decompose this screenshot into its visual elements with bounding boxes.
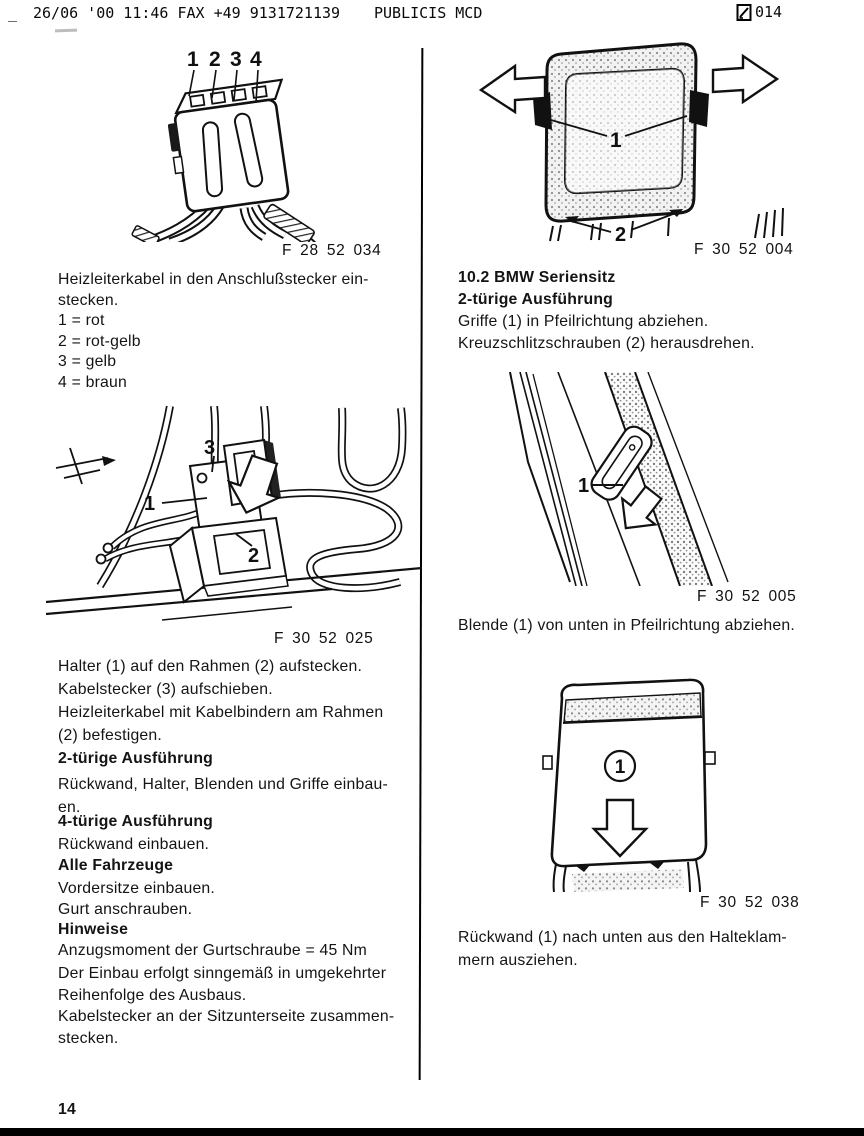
figure-trim — [490, 372, 840, 586]
holder-step: Heizleiterkabel mit Kabelbindern am Rahmen — [58, 704, 384, 721]
fax-header-left: 26/06 '00 11:46 FAX +49 9131721139 — [33, 4, 341, 22]
section-body-line: en. — [58, 799, 81, 816]
wire-color-item: 4 = braun — [58, 373, 127, 391]
section-heading-2door: 2-türige Ausführung — [58, 750, 214, 767]
belt-line: Gurt anschrauben. — [58, 901, 193, 918]
arrow-right-icon — [713, 56, 777, 102]
holder-step: Halter (1) auf den Rahmen (2) aufstecken. — [58, 658, 363, 675]
intro-paragraph — [58, 270, 420, 393]
section-heading-notes: Hinweise — [58, 921, 129, 938]
holder-steps-paragraph — [58, 655, 424, 747]
notes-line: Der Einbau erfolgt sinngemäß in umgekehrter — [58, 965, 387, 982]
holder-label-2: 2 — [248, 545, 260, 567]
figure-rear-panel-caption: F 30 52 038 — [700, 894, 800, 911]
fax-header-center: PUBLICIS MCD — [374, 4, 483, 22]
figure-rear-panel — [500, 676, 845, 892]
holder-label-3: 3 — [204, 437, 216, 459]
trim-line: Blende (1) von unten in Pfeilrichtung abziehen. — [458, 617, 795, 634]
figure-connector — [128, 46, 393, 242]
section-heading-all-vehicles: Alle Fahrzeuge — [58, 857, 174, 874]
rear-label-1: 1 — [614, 757, 626, 778]
rear-panel-line: Rückwand (1) nach unten aus den Halteklam- — [458, 929, 787, 946]
fax-page-icon — [736, 3, 752, 22]
wire-color-item: 3 = gelb — [58, 353, 117, 370]
scan-artifact-dash — [55, 29, 77, 33]
seat-section — [458, 267, 850, 355]
intro-line: stecken. — [58, 291, 119, 309]
figure-seat-front-caption: F 30 52 004 — [694, 241, 794, 258]
bottom-scan-bar — [0, 1128, 864, 1136]
wire-color-item: 2 = rot-gelb — [58, 332, 141, 350]
section-body-4door: Rückwand einbauen. — [58, 836, 210, 853]
fax-header-right — [736, 3, 782, 22]
figure-trim-caption: F 30 52 005 — [697, 588, 797, 605]
page-number: 14 — [58, 1101, 76, 1118]
section-body-line: Rückwand, Halter, Blenden und Griffe einbau- — [58, 776, 388, 793]
intro-line: Heizleiterkabel in den Anschlußstecker ein- — [58, 271, 369, 288]
seat-section-subheading: 2-türige Ausführung — [458, 291, 614, 308]
notes-line: stecken. — [58, 1030, 119, 1047]
holder-step: Kabelstecker (3) aufschieben. — [58, 681, 273, 698]
right-handle — [689, 90, 709, 127]
trim-label-1: 1 — [578, 475, 590, 497]
seat-section-heading: 10.2 BMW Seriensitz — [458, 269, 616, 286]
pin-label-3: 3 — [230, 48, 242, 71]
reverse-order-paragraph — [58, 963, 424, 1007]
rear-panel-line: mern ausziehen. — [458, 952, 578, 969]
figure-seat-front — [473, 30, 845, 242]
notes-line: Reihenfolge des Ausbaus. — [58, 987, 247, 1004]
holder-step: (2) befestigen. — [58, 727, 162, 744]
section-body-all-vehicles: Vordersitze einbauen. — [58, 880, 216, 897]
wire-terminal — [263, 203, 325, 242]
pin-label-4: 4 — [250, 48, 262, 71]
rear-panel-paragraph — [458, 926, 850, 972]
pin-label-2: 2 — [209, 48, 221, 71]
wire-color-item: 1 = rot — [58, 312, 105, 329]
figure-connector-caption: F 28 52 034 — [282, 242, 382, 259]
margin-mark: _ — [8, 4, 18, 22]
holder-label-1: 1 — [144, 493, 156, 515]
torque-line: Anzugsmoment der Gurtschraube = 45 Nm — [58, 942, 367, 959]
figure-holder-caption: F 30 52 025 — [274, 630, 374, 647]
section-heading-4door: 4-türige Ausführung — [58, 813, 214, 830]
fax-page-counter: 014 — [755, 3, 783, 21]
notes-line: Kabelstecker an der Sitzunterseite zusammen- — [58, 1008, 395, 1025]
pin-label-1: 1 — [187, 48, 199, 71]
connector-join-paragraph — [58, 1006, 424, 1050]
seat-section-line: Kreuzschlitzschrauben (2) herausdrehen. — [458, 335, 755, 352]
seat-section-line: Griffe (1) in Pfeilrichtung abziehen. — [458, 313, 709, 330]
seat-front-label-1: 1 — [610, 129, 622, 152]
seat-front-label-2: 2 — [615, 224, 627, 242]
figure-holder — [42, 406, 427, 638]
